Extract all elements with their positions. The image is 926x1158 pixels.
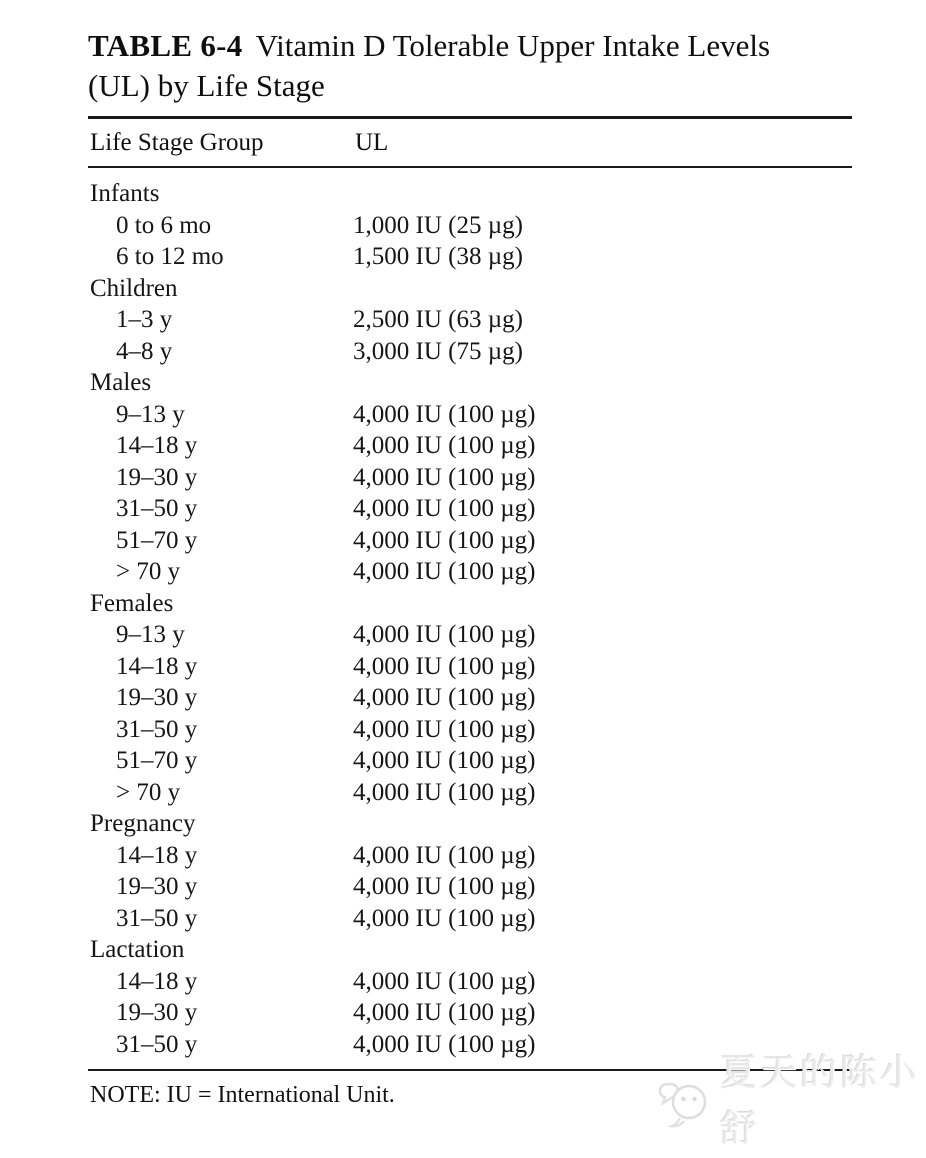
life-stage-cell: 14–18 y <box>116 432 198 459</box>
life-stage-cell: 19–30 y <box>116 463 198 491</box>
table-row <box>88 462 852 494</box>
ul-cell: 4,000 IU (100 µg) <box>353 652 536 680</box>
watermark-text: 夏天的陈小舒 <box>720 1053 920 1150</box>
table-row <box>88 430 852 462</box>
ul-cell: 3,000 IU (75 µg) <box>353 337 523 365</box>
column-header-life-stage: Life Stage Group <box>90 129 264 156</box>
table-row <box>88 210 852 242</box>
column-header-ul: UL <box>355 129 389 156</box>
life-stage-cell: 0 to 6 mo <box>116 211 212 239</box>
ul-cell: 4,000 IU (100 µg) <box>353 999 536 1026</box>
table-row <box>88 493 852 525</box>
ul-cell: 2,500 IU (63 µg) <box>353 306 523 333</box>
table-row <box>88 336 852 368</box>
life-stage-cell: 19–30 y <box>116 999 198 1026</box>
life-stage-cell: 9–13 y <box>116 621 185 648</box>
table-row <box>88 619 852 651</box>
table-row <box>88 399 852 431</box>
life-stage-cell: 51–70 y <box>116 526 198 554</box>
table-row <box>88 840 852 872</box>
table-title-line1 <box>88 26 852 66</box>
life-stage-cell: 14–18 y <box>116 967 198 995</box>
ul-cell: 4,000 IU (100 µg) <box>353 841 536 869</box>
watermark <box>656 1046 926 1158</box>
life-stage-cell: 19–30 y <box>116 873 198 900</box>
life-stage-cell: 31–50 y <box>116 715 198 743</box>
table-row <box>88 525 852 557</box>
group-row <box>88 934 852 966</box>
ul-cell: 4,000 IU (100 µg) <box>353 715 536 743</box>
table-row <box>88 745 852 777</box>
ul-cell: 4,000 IU (100 µg) <box>353 873 536 900</box>
table-row <box>88 682 852 714</box>
life-stage-cell: > 70 y <box>116 558 181 585</box>
table-row <box>88 903 852 935</box>
ul-cell: 4,000 IU (100 µg) <box>353 967 536 995</box>
group-ul-cell <box>353 367 852 399</box>
group-row <box>88 178 852 210</box>
life-stage-cell: 14–18 y <box>116 652 198 680</box>
ul-cell: 4,000 IU (100 µg) <box>353 621 536 648</box>
table-number-label: TABLE 6-4 <box>88 28 243 63</box>
group-ul-cell <box>353 588 852 620</box>
life-stage-cell: > 70 y <box>116 778 181 806</box>
group-label: Children <box>90 274 178 302</box>
chat-face-icon <box>656 1075 712 1129</box>
ul-cell: 4,000 IU (100 µg) <box>353 904 536 932</box>
life-stage-cell: 31–50 y <box>116 495 198 522</box>
table-row <box>88 241 852 273</box>
group-ul-cell <box>353 273 852 305</box>
life-stage-cell: 9–13 y <box>116 400 185 428</box>
life-stage-cell: 1–3 y <box>116 306 173 333</box>
ul-cell: 4,000 IU (100 µg) <box>353 495 536 522</box>
life-stage-cell: 6 to 12 mo <box>116 243 224 270</box>
table-row <box>88 777 852 809</box>
table-note: NOTE: IU = International Unit. <box>90 1082 395 1108</box>
table-body <box>88 168 852 1069</box>
life-stage-cell: 31–50 y <box>116 904 198 932</box>
ul-cell: 4,000 IU (100 µg) <box>353 747 536 774</box>
table-row <box>88 651 852 683</box>
life-stage-cell: 14–18 y <box>116 841 198 869</box>
group-ul-cell <box>353 808 852 840</box>
table-row <box>88 304 852 336</box>
ul-cell: 4,000 IU (100 µg) <box>353 526 536 554</box>
table-title-text: Vitamin D Tolerable Upper Intake Levels <box>255 28 771 63</box>
group-row <box>88 808 852 840</box>
life-stage-cell: 4–8 y <box>116 337 173 365</box>
group-ul-cell <box>353 178 852 210</box>
ul-cell: 1,000 IU (25 µg) <box>353 211 523 239</box>
ul-cell: 4,000 IU (100 µg) <box>353 463 536 491</box>
life-stage-cell: 51–70 y <box>116 747 198 774</box>
table-row <box>88 997 852 1029</box>
group-ul-cell <box>353 934 852 966</box>
group-row <box>88 588 852 620</box>
group-label: Females <box>90 589 174 617</box>
group-row <box>88 367 852 399</box>
group-label: Pregnancy <box>90 810 196 837</box>
table-title <box>88 26 852 106</box>
ul-cell: 4,000 IU (100 µg) <box>353 684 536 711</box>
table-row <box>88 966 852 998</box>
ul-cell: 1,500 IU (38 µg) <box>353 243 523 270</box>
table-row <box>88 556 852 588</box>
table-row <box>88 714 852 746</box>
table-row <box>88 871 852 903</box>
document-table <box>88 26 852 1109</box>
group-row <box>88 273 852 305</box>
group-label: Lactation <box>90 936 185 963</box>
ul-cell: 4,000 IU (100 µg) <box>353 558 536 585</box>
ul-cell: 4,000 IU (100 µg) <box>353 778 536 806</box>
ul-cell: 4,000 IU (100 µg) <box>353 1030 536 1058</box>
life-stage-cell: 31–50 y <box>116 1030 198 1058</box>
table-title-line2: (UL) by Life Stage <box>88 68 325 103</box>
group-label: Infants <box>90 180 160 207</box>
table-header-row <box>88 119 852 166</box>
ul-cell: 4,000 IU (100 µg) <box>353 400 536 428</box>
group-label: Males <box>90 369 152 396</box>
ul-cell: 4,000 IU (100 µg) <box>353 432 536 459</box>
life-stage-cell: 19–30 y <box>116 684 198 711</box>
